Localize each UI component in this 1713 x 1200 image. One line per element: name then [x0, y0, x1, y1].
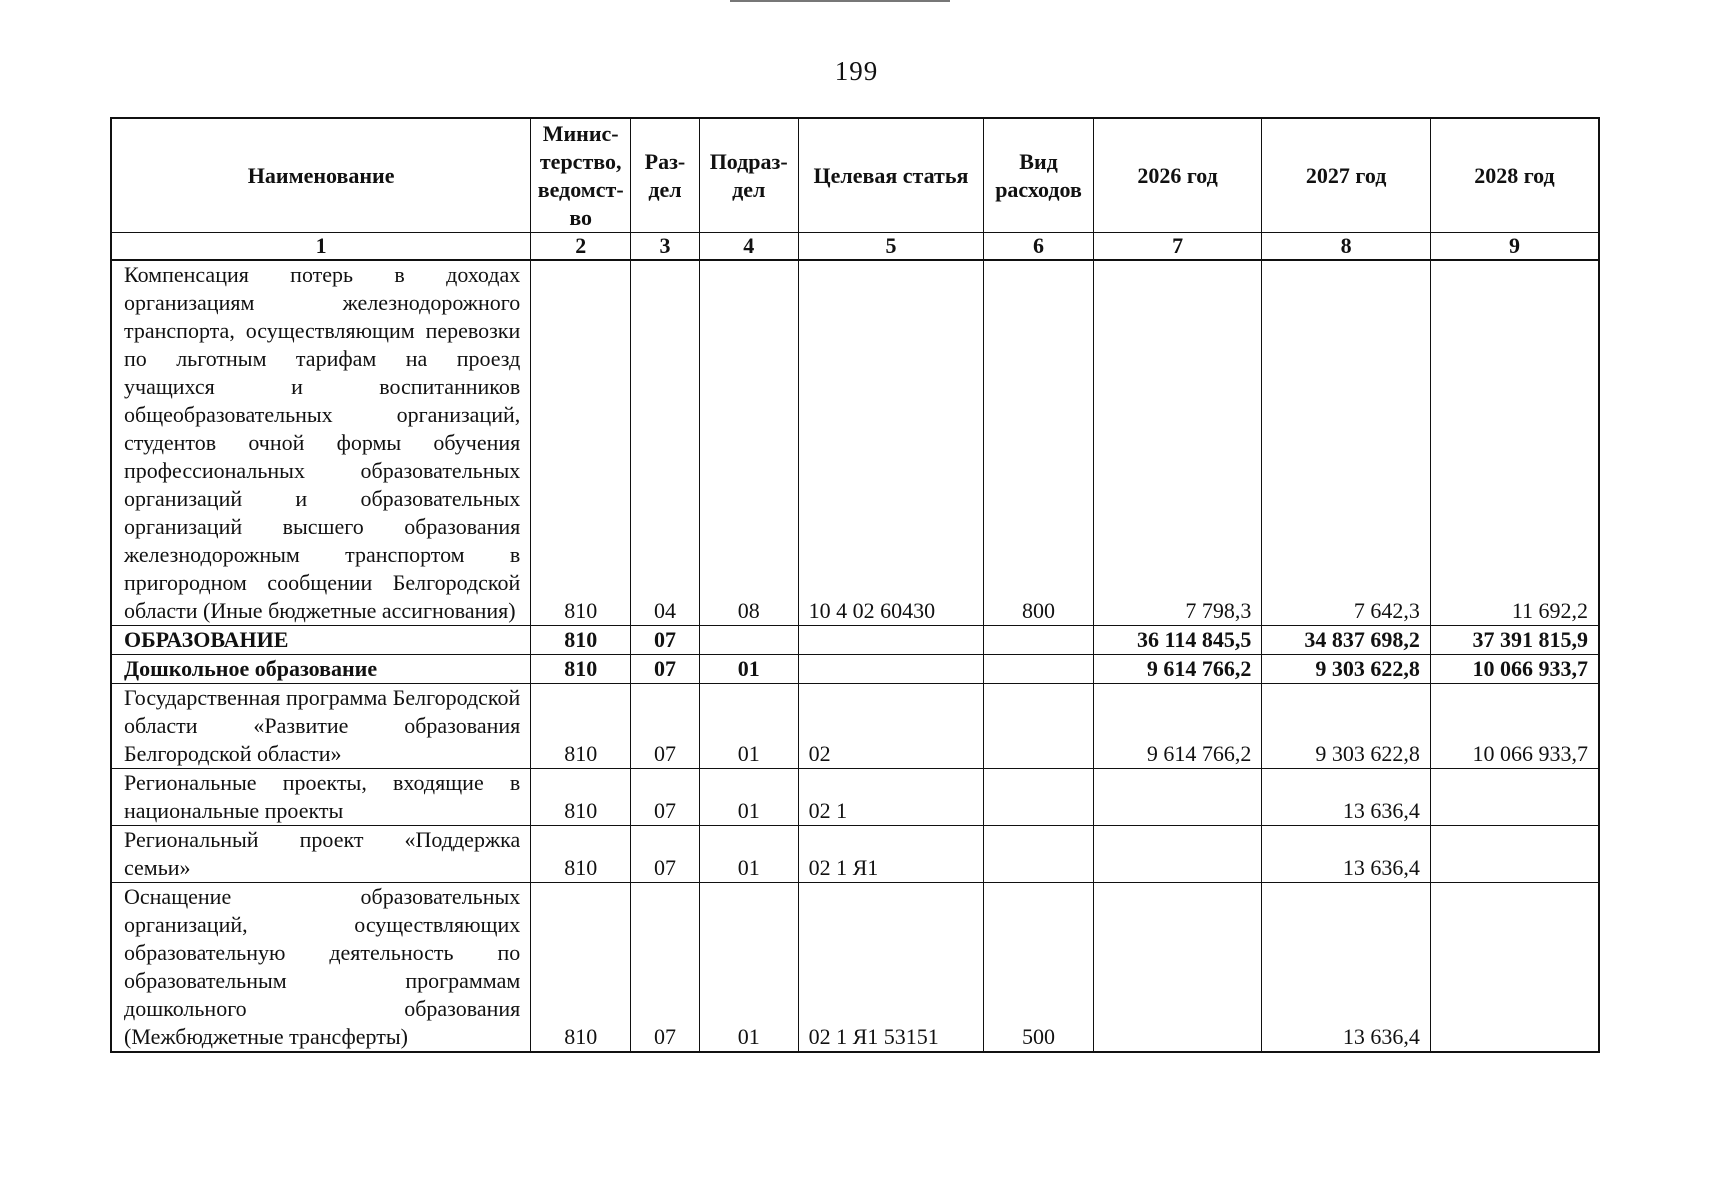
table-row [111, 883, 1599, 1053]
row-2027: 13 636,4 [1262, 883, 1431, 1053]
row-target: 02 1 Я1 [798, 826, 984, 883]
row-name: Региональный проект «Поддержка семьи» [111, 826, 531, 883]
row-target: 02 [798, 684, 984, 769]
column-number: 3 [631, 233, 700, 261]
column-number: 7 [1093, 233, 1262, 261]
header-2028: 2028 год [1430, 118, 1599, 233]
column-number-row [111, 233, 1599, 261]
table-row [111, 826, 1599, 883]
row-2027: 13 636,4 [1262, 826, 1431, 883]
row-expense-type [984, 826, 1094, 883]
row-subsection [699, 626, 798, 655]
header-2027: 2027 год [1262, 118, 1431, 233]
row-section: 07 [631, 826, 700, 883]
row-2026 [1093, 826, 1262, 883]
row-ministry: 810 [531, 684, 631, 769]
row-name: Региональные проекты, входящие в национальные проекты [111, 769, 531, 826]
header-row [111, 118, 1599, 233]
row-section: 07 [631, 769, 700, 826]
row-ministry: 810 [531, 769, 631, 826]
row-expense-type: 800 [984, 260, 1094, 626]
row-section: 07 [631, 684, 700, 769]
row-target [798, 626, 984, 655]
row-subsection: 08 [699, 260, 798, 626]
header-name: Наименование [111, 118, 531, 233]
row-section: 07 [631, 655, 700, 684]
table-row [111, 769, 1599, 826]
row-ministry: 810 [531, 883, 631, 1053]
table-row [111, 626, 1599, 655]
row-target: 10 4 02 60430 [798, 260, 984, 626]
row-section: 07 [631, 883, 700, 1053]
table-row [111, 655, 1599, 684]
top-rule [730, 0, 950, 2]
column-number: 1 [111, 233, 531, 261]
row-section: 07 [631, 626, 700, 655]
row-2028: 10 066 933,7 [1430, 684, 1599, 769]
header-expense-type: Вид расходов [984, 118, 1094, 233]
row-target: 02 1 [798, 769, 984, 826]
row-ministry: 810 [531, 826, 631, 883]
column-number: 5 [798, 233, 984, 261]
row-subsection: 01 [699, 684, 798, 769]
row-2026: 36 114 845,5 [1093, 626, 1262, 655]
row-expense-type [984, 626, 1094, 655]
row-name: Дошкольное образование [111, 655, 531, 684]
row-2028 [1430, 883, 1599, 1053]
row-2026 [1093, 769, 1262, 826]
page-number: 199 [834, 56, 879, 86]
row-name: ОБРАЗОВАНИЕ [111, 626, 531, 655]
column-number: 4 [699, 233, 798, 261]
row-ministry: 810 [531, 655, 631, 684]
row-2028 [1430, 769, 1599, 826]
column-number: 2 [531, 233, 631, 261]
header-2026: 2026 год [1093, 118, 1262, 233]
row-name: Компенсация потерь в доходах организациям железнодорожного транспорта, осуществляющим перевозки по льготным тарифам на проезд учащихся и воспитанников общеобразовательных организаций, студентов очной формы обучения профессиональных образовательных организаций и образовательных организаций высшего образования железнодорожным транспортом в пригородном сообщении Белгородской области (Иные бюджетные ассигнования) [111, 260, 531, 626]
row-2026 [1093, 883, 1262, 1053]
row-expense-type: 500 [984, 883, 1094, 1053]
row-expense-type [984, 684, 1094, 769]
row-subsection: 01 [699, 826, 798, 883]
row-ministry: 810 [531, 260, 631, 626]
row-name: Оснащение образовательных организаций, осуществляющих образовательную деятельность по образовательным программам дошкольного образования (Межбюджетные трансферты) [111, 883, 531, 1053]
row-ministry: 810 [531, 626, 631, 655]
row-2028 [1430, 826, 1599, 883]
row-subsection: 01 [699, 883, 798, 1053]
row-2028: 37 391 815,9 [1430, 626, 1599, 655]
column-number: 8 [1262, 233, 1431, 261]
row-2027: 9 303 622,8 [1262, 655, 1431, 684]
row-section: 04 [631, 260, 700, 626]
header-target: Целевая статья [798, 118, 984, 233]
row-2026: 9 614 766,2 [1093, 684, 1262, 769]
row-2027: 9 303 622,8 [1262, 684, 1431, 769]
budget-table [110, 117, 1600, 1053]
row-2027: 34 837 698,2 [1262, 626, 1431, 655]
row-2028: 11 692,2 [1430, 260, 1599, 626]
table-row [111, 684, 1599, 769]
column-number: 9 [1430, 233, 1599, 261]
row-target [798, 655, 984, 684]
header-subsection: Подраз-дел [699, 118, 798, 233]
row-2027: 13 636,4 [1262, 769, 1431, 826]
row-name: Государственная программа Белгородской области «Развитие образования Белгородской области» [111, 684, 531, 769]
row-2028: 10 066 933,7 [1430, 655, 1599, 684]
header-ministry: Минис-терство, ведомст-во [531, 118, 631, 233]
table-row [111, 260, 1599, 626]
row-expense-type [984, 655, 1094, 684]
row-target: 02 1 Я1 53151 [798, 883, 984, 1053]
row-expense-type [984, 769, 1094, 826]
header-section: Раз-дел [631, 118, 700, 233]
row-subsection: 01 [699, 655, 798, 684]
row-2027: 7 642,3 [1262, 260, 1431, 626]
row-2026: 7 798,3 [1093, 260, 1262, 626]
column-number: 6 [984, 233, 1094, 261]
row-subsection: 01 [699, 769, 798, 826]
row-2026: 9 614 766,2 [1093, 655, 1262, 684]
